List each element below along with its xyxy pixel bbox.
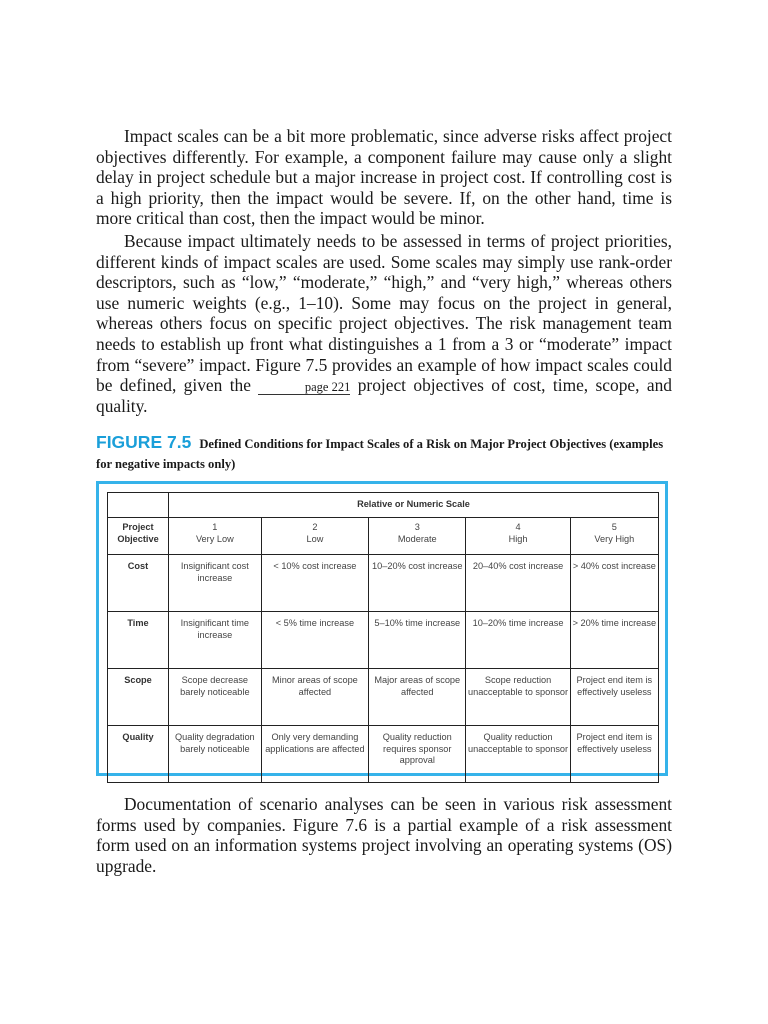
impact-scale-table [107,492,659,783]
row-label: Time [108,612,169,669]
table-cell: Insignificant time increase [169,612,262,669]
table-cell: 10–20% time increase [466,612,570,669]
paragraph-text: Because impact ultimately needs to be assessed in terms of project priorities, different kinds of impact scales are used. Some scales may simply use rank-order descriptors, such as “low,” “moderate,” “high,” and “very high,” whereas others use numeric weights (e.g., 1–10). Some may focus on the project in general, whereas others focus on specific project objectives. The risk management team needs to establish up front what distinguishes a 1 from a 3 or “moderate” impact from “severe” impact. Figure 7.5 provides an example of how impact scales could be defined, given the [96,231,672,396]
table-cell: 20–40% cost increase [466,555,570,612]
scale-header: 3 Moderate [369,518,466,555]
table-cell: Quality reduction unacceptable to sponsor [466,726,570,783]
page-marker: page 221 [258,381,350,395]
figure-table-frame [96,481,668,776]
table-cell: 5–10% time increase [369,612,466,669]
row-label: Quality [108,726,169,783]
table-cell: Only very demanding applications are affected [261,726,368,783]
table-row-scope [108,669,659,726]
table-cell: Project end item is effectively useless [570,726,658,783]
table-row-quality [108,726,659,783]
table-cell: Insignificant cost increase [169,555,262,612]
figure-number: FIGURE 7.5 [96,432,192,452]
body-paragraph-documentation: Documentation of scenario analyses can be seen in various risk assessment forms used by companies. Figure 7.6 is a partial example of a risk assessment form used on an information systems project involving an operating systems (OS) upgrade. [96,794,672,876]
table-row-cost [108,555,659,612]
table-row-time [108,612,659,669]
scale-header: 2 Low [261,518,368,555]
table-cell: Quality degradation barely noticeable [169,726,262,783]
scale-header: 5 Very High [570,518,658,555]
figure-caption [96,432,672,474]
table-cell: 10–20% cost increase [369,555,466,612]
row-label: Scope [108,669,169,726]
table-cell: Scope decrease barely noticeable [169,669,262,726]
objective-header: Project Objective [108,518,169,555]
scale-header: 4 High [466,518,570,555]
body-paragraph-impact-scales: Impact scales can be a bit more problematic, since adverse risks affect project objectives differently. For example, a component failure may cause only a slight delay in project schedule but a major increase in project cost. If controlling cost is a high priority, then the impact would be severe. If, on the other hand, time is more critical than cost, then the impact would be minor. [96,126,672,229]
table-cell: < 5% time increase [261,612,368,669]
table-cell: Major areas of scope affected [369,669,466,726]
table-cell: Quality reduction requires sponsor approval [369,726,466,783]
table-cell: > 40% cost increase [570,555,658,612]
figure-caption-text: Defined Conditions for Impact Scales of a Risk on Major Project Objectives (examples for negative impacts only) [96,437,664,471]
table-cell: < 10% cost increase [261,555,368,612]
scale-header: 1 Very Low [169,518,262,555]
paragraph-text-end: project objectives of cost, time, scope, and quality. [96,375,672,416]
group-header: Relative or Numeric Scale [169,493,659,518]
table-corner [108,493,169,518]
row-label: Cost [108,555,169,612]
table-cell: Minor areas of scope affected [261,669,368,726]
table-cell: > 20% time increase [570,612,658,669]
body-paragraph-impact-types [96,231,672,416]
table-cell: Scope reduction unacceptable to sponsor [466,669,570,726]
table-cell: Project end item is effectively useless [570,669,658,726]
